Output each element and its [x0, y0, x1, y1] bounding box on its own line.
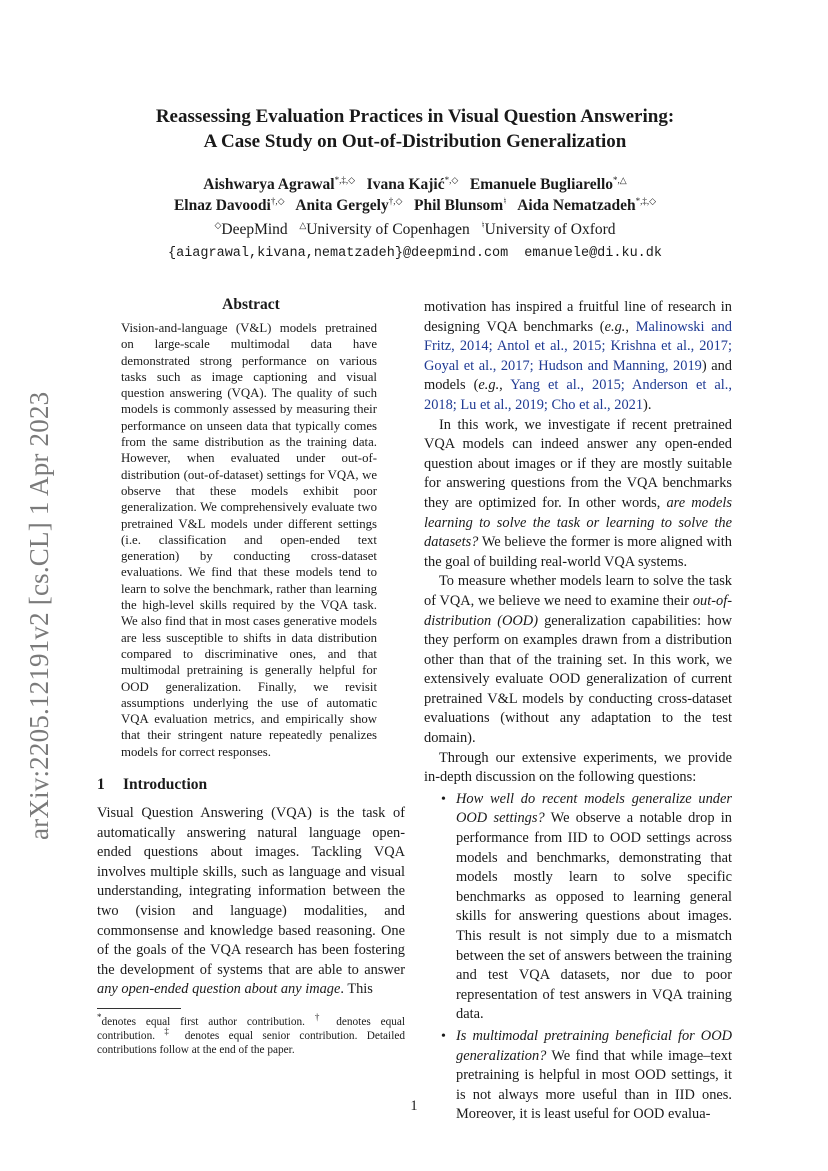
affiliation: ♮University of Oxford	[481, 219, 616, 238]
left-column	[97, 296, 405, 1057]
citation-links[interactable]: Malinowski and Fritz, 2014; Antol et al., 2015; Krishna et al., 2017; Goyal et al., 2017; Hudson and Manning, 2019	[424, 318, 733, 374]
authors-row-1	[100, 174, 730, 195]
list-item: • How well do recent models generalize under OOD settings? We observe a notable drop in performance from IID to OOD settings across models and benchmarks, demonstrating that models mostly learn to solve specific benchmarks as opposed to learning general skills for answering questions about images. This result is not simply due to a mismatch between the set of answers between the training and test VQA datasets, nor due to poor representation of test answers in VQA training data.	[441, 790, 732, 1023]
body-paragraph: motivation has inspired a fruitful line of research in designing VQA benchmarks (e.g., Malinowski and Fritz, 2014; Antol et al., 2015; Krishna et al., 2017; Goyal et al., 2017; Hudson and Manning, 2019) and models (e.g., Yang et al., 2015; Anderson et al., 2018; Lu et al., 2019; Cho et al., 2021).	[424, 299, 733, 413]
intro-paragraph: Visual Question Answering (VQA) is the task of automatically answering natural language open-ended questions about images. Tackling VQA involves multiple skills, such as language and visual understanding, integrating information between the two (vision and language) modalities, and commonsense and knowledge based reasoning. One of the goals of the VQA research has been fostering the development of systems that are able to answer any open-ended question about any image. This	[97, 805, 405, 998]
citation-links[interactable]: Yang et al., 2015; Anderson et al., 2018; Lu et al., 2019; Cho et al., 2021	[424, 377, 732, 413]
list-item: • Is multimodal pretraining beneficial for OOD generalization? We find that while image–text pretraining is helpful in most OOD settings, it is not always more useful than in IID ones. Moreover, it is least useful for OOD evalua-	[441, 1027, 732, 1123]
email[interactable]: emanuele@di.ku.dk	[524, 246, 662, 261]
research-questions-list	[424, 790, 732, 1125]
paper-title	[100, 104, 730, 154]
author: Anita Gergely†,◇	[295, 195, 403, 214]
authors-row-2	[100, 195, 730, 216]
section-number: 1	[97, 776, 105, 794]
author: Emanuele Bugliarello*,△	[469, 174, 627, 193]
page-number: 1	[410, 1098, 418, 1114]
footnote: *denotes equal first author contribution. † denotes equal contribution. ‡ denotes equal senior contribution. Detailed contributions follow at the end of the paper.	[97, 1012, 406, 1056]
emphasis: any open-ended question about any image	[97, 981, 341, 998]
right-column	[424, 298, 732, 1127]
author: Ivana Kajić*,◇	[366, 174, 459, 193]
affiliation: △University of Copenhagen	[299, 219, 470, 238]
author-emails	[100, 243, 730, 265]
author: Aishwarya Agrawal*,‡,◇	[203, 174, 356, 193]
abstract-heading: Abstract	[222, 296, 280, 313]
title-line-1: Reassessing Evaluation Practices in Visual Question Answering:	[155, 106, 675, 127]
body-paragraph: Through our extensive experiments, we provide in-depth discussion on the following questions:	[424, 749, 732, 786]
footnote-rule	[97, 1008, 181, 1009]
section-title: Introduction	[123, 776, 208, 794]
emphasis: are models learning to solve the task or learning to solve the datasets?	[424, 494, 732, 551]
author: Aida Nematzadeh*,‡,◇	[517, 195, 657, 214]
arxiv-stamp: arXiv:2205.12191v2 [cs.CL] 1 Apr 2023	[24, 391, 54, 840]
body-paragraph: In this work, we investigate if recent pretrained VQA models can indeed answer any open-ended question about images or if they are mostly suitable for answering questions from the VQA benchmarks they are optimized for. In other words, are models learning to solve the task or learning to solve the datasets? We believe the former is more aligned with the goal of building real-world VQA systems.	[424, 416, 732, 570]
section-heading-introduction	[97, 776, 405, 794]
author: Elnaz Davoodi†,◇	[173, 195, 285, 214]
emphasis: out-of-distribution (OOD)	[424, 592, 732, 629]
affiliations	[100, 219, 730, 241]
bullet-icon: •	[441, 791, 446, 807]
bullet-icon: •	[441, 1028, 446, 1044]
affiliation: ◇DeepMind	[214, 219, 288, 238]
abstract-text: Vision-and-language (V&L) models pretrained on large-scale multimodal data have demonstrated strong performance on various tasks such as image captioning and visual question answering (VQA). The quality of such models is commonly assessed by measuring their performance on unseen data that typically comes from the same distribution as the training data. However, when evaluated under out-of-distribution (out-of-dataset) settings for VQA, we observe that these models exhibit poor generalization. We comprehensively evaluate two pretrained V&L models under different settings (i.e. classification and open-ended text generation) by conducting cross-dataset evaluations. We find that these models tend to learn to solve the benchmark, rather than learning the high-level skills required by the VQA task. We also find that in most cases generative models are less susceptible to shifts in data distribution compared to discriminative ones, and that multimodal pretraining is generally helpful for OOD generalization. Finally, we revisit assumptions underlying the use of automatic VQA evaluation metrics, and empirically show that their stringent nature repeatedly penalizes models for correct responses.	[121, 321, 377, 759]
title-line-2: A Case Study on Out-of-Distribution Generalization	[203, 131, 627, 152]
email[interactable]: {aiagrawal,kivana,nematzadeh}@deepmind.com	[168, 246, 509, 261]
title-block	[100, 104, 730, 265]
author: Phil Blunsom♮	[414, 195, 507, 214]
body-paragraph: To measure whether models learn to solve the task of VQA, we believe we need to examine their out-of-distribution (OOD) generalization capabilities: how they perform on examples drawn from a distribution other than that of the training set. In this work, we extensively evaluate OOD generalization of current pretrained V&L models by conducting cross-dataset evaluations (without any adaptation to the test domain).	[424, 573, 733, 747]
